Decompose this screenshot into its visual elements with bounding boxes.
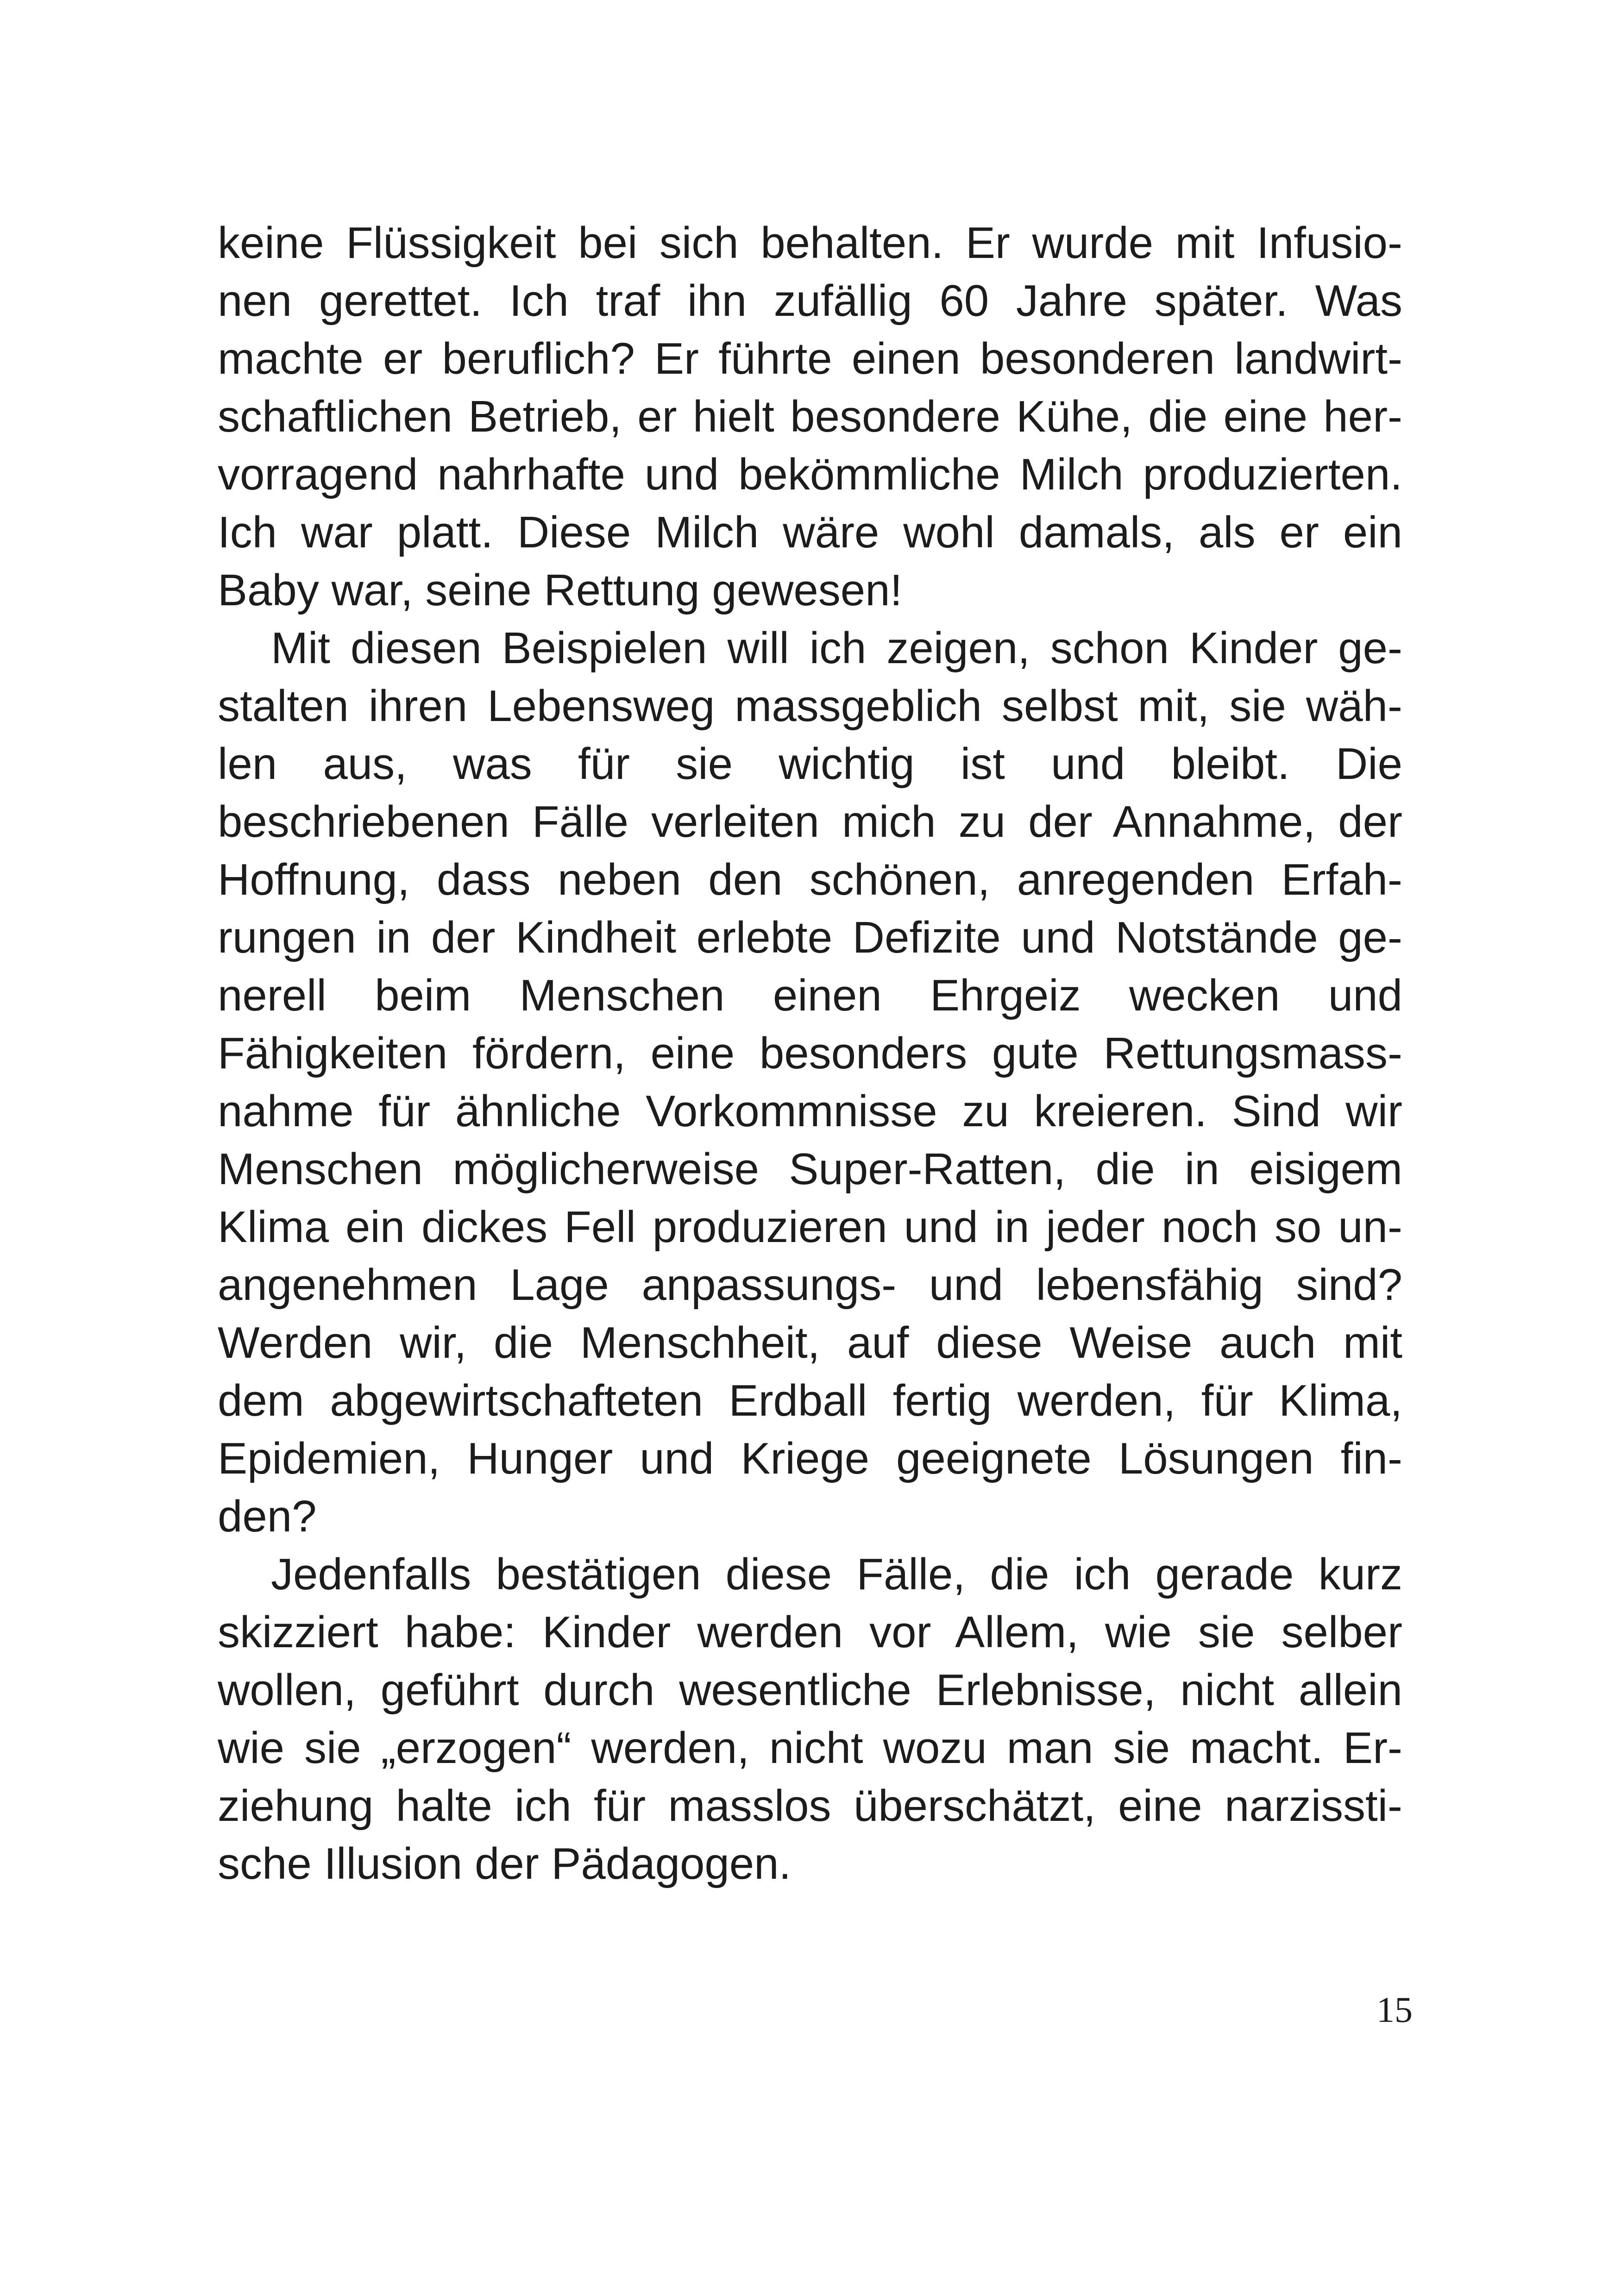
text-line: wie sie „erzogen“ werden, nicht wozu man sie macht. Er- xyxy=(218,1723,1402,1773)
text-line: len aus, was für sie wichtig ist und bleibt. Die xyxy=(218,739,1402,789)
text-line: keine Flüssigkeit bei sich behalten. Er wurde mit Infusio- xyxy=(218,218,1402,268)
text-line: dem abgewirtschafteten Erdball fertig werden, für Klima, xyxy=(218,1376,1402,1425)
text-line: nahme für ähnliche Vorkommnisse zu kreieren. Sind wir xyxy=(218,1086,1402,1136)
text-line: Fähigkeiten fördern, eine besonders gute Rettungsmass- xyxy=(218,1029,1402,1078)
text-line: Epidemien, Hunger und Kriege geeignete Lösungen fin- xyxy=(218,1434,1402,1483)
text-line: Hoffnung, dass neben den schönen, anregenden Erfah- xyxy=(218,855,1402,904)
text-line: beschriebenen Fälle verleiten mich zu der Annahme, der xyxy=(218,797,1402,847)
text-line: nen gerettet. Ich traf ihn zufällig 60 Jahre später. Was xyxy=(218,276,1402,326)
text-line: Klima ein dickes Fell produzieren und in jeder noch so un- xyxy=(218,1202,1402,1252)
text-line: Ich war platt. Diese Milch wäre wohl damals, als er ein xyxy=(218,508,1402,557)
text-line: rungen in der Kindheit erlebte Defizite und Notstände ge- xyxy=(218,913,1402,962)
page-number: 15 xyxy=(1376,1989,1413,2030)
text-line: Werden wir, die Menschheit, auf diese Weise auch mit xyxy=(218,1318,1402,1368)
text-line: angenehmen Lage anpassungs- und lebensfähig sind? xyxy=(218,1260,1402,1310)
text-line: nerell beim Menschen einen Ehrgeiz wecken und xyxy=(218,971,1402,1020)
text-line: Baby war, seine Rettung gewesen! xyxy=(218,565,903,615)
text-line: Mit diesen Beispielen will ich zeigen, schon Kinder ge- xyxy=(271,623,1402,673)
text-line: vorragend nahrhafte und bekömmliche Milch produzierten. xyxy=(218,450,1402,499)
text-line: machte er beruflich? Er führte einen besonderen landwirt- xyxy=(218,334,1402,383)
text-line: stalten ihren Lebensweg massgeblich selbst mit, sie wäh- xyxy=(218,681,1402,731)
text-line: sche Illusion der Pädagogen. xyxy=(218,1839,792,1888)
text-line: schaftlichen Betrieb, er hielt besondere Kühe, die eine her- xyxy=(218,392,1402,441)
text-line: Menschen möglicherweise Super-Ratten, die in eisigem xyxy=(218,1144,1402,1194)
text-line: skizziert habe: Kinder werden vor Allem, wie sie selber xyxy=(218,1607,1402,1657)
text-line: Jedenfalls bestätigen diese Fälle, die ich gerade kurz xyxy=(271,1549,1402,1599)
text-line: den? xyxy=(218,1492,317,1541)
text-line: ziehung halte ich für masslos überschätzt, eine narzissti- xyxy=(218,1781,1402,1831)
text-line: wollen, geführt durch wesentliche Erlebnisse, nicht allein xyxy=(218,1665,1402,1715)
body-text xyxy=(218,214,1402,1893)
